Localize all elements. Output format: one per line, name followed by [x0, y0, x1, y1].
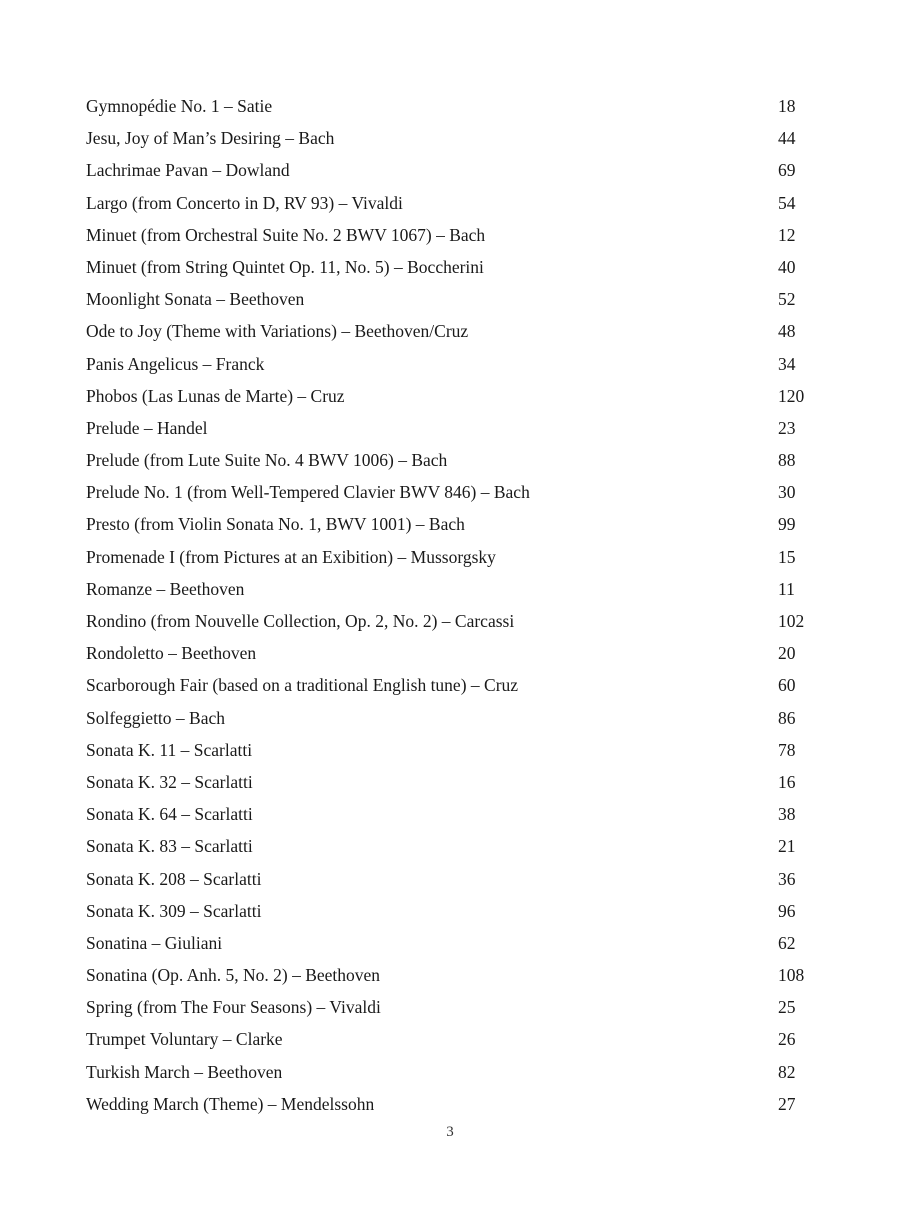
toc-page-number: 40 [778, 256, 796, 277]
toc-title: Sonatina (Op. Anh. 5, No. 2) – Beethoven [86, 965, 381, 986]
dot-leader [266, 369, 774, 370]
toc-title: Promenade I (from Pictures at an Exibition) – Mussorgsky [86, 546, 496, 567]
toc-title: Solfeggietto – Bach [86, 707, 226, 728]
toc-title: Rondino (from Nouvelle Collection, Op. 2, No. 2) – Carcassi [86, 611, 515, 631]
toc-title: Spring (from The Four Seasons) – Vivaldi [86, 997, 381, 1018]
toc-entry [86, 927, 812, 959]
dot-leader [292, 175, 774, 176]
toc-entry [86, 1088, 812, 1120]
toc-page-number: 30 [778, 482, 796, 503]
toc-entry [86, 508, 812, 540]
toc-page-number: 11 [778, 578, 795, 599]
dot-leader [210, 433, 775, 434]
toc-page-number: 23 [778, 417, 796, 438]
toc-title: Romanze – Beethoven [86, 578, 245, 599]
dot-leader [467, 529, 774, 530]
dot-leader [246, 594, 774, 595]
toc-page-number: 34 [778, 353, 796, 374]
dot-leader [227, 723, 774, 724]
toc-title: Phobos (Las Lunas de Marte) – Cruz [86, 385, 345, 406]
toc-title: Prelude No. 1 (from Well-Tempered Clavier BWV 846) – Bach [86, 482, 530, 503]
toc-entry [86, 187, 812, 219]
dot-leader [263, 916, 774, 917]
toc-page-number: 52 [778, 289, 796, 310]
toc-title: Trumpet Voluntary – Clarke [86, 1029, 283, 1050]
dot-leader [284, 1077, 774, 1078]
dot-leader [532, 497, 774, 498]
toc-entry [86, 380, 812, 412]
dot-leader [255, 787, 774, 788]
toc-entry [86, 122, 812, 154]
dot-leader [516, 626, 774, 627]
dot-leader [520, 690, 774, 691]
toc-title: Lachrimae Pavan – Dowland [86, 160, 290, 181]
dot-leader [224, 948, 774, 949]
toc-page-number: 60 [778, 675, 796, 696]
toc-page-number: 16 [778, 771, 796, 792]
toc-title: Presto (from Violin Sonata No. 1, BWV 1001) – Bach [86, 514, 465, 535]
toc-title: Sonata K. 11 – Scarlatti [86, 739, 253, 760]
toc-title: Minuet (from Orchestral Suite No. 2 BWV 1067) – Bach [86, 224, 486, 245]
toc-entry [86, 637, 812, 669]
toc-entry [86, 702, 812, 734]
toc-page-number: 27 [778, 1093, 796, 1114]
toc-entry [86, 734, 812, 766]
toc-page-number: 62 [778, 932, 796, 953]
dot-leader [486, 272, 774, 273]
toc-page-number: 82 [778, 1061, 796, 1082]
toc-entry [86, 830, 812, 862]
toc-page-number: 20 [778, 643, 796, 664]
dot-leader [254, 755, 774, 756]
toc-entry [86, 1056, 812, 1088]
dot-leader [382, 980, 774, 981]
toc-page-number: 108 [778, 965, 805, 986]
toc-page-number: 44 [778, 128, 796, 149]
toc-title: Ode to Joy (Theme with Variations) – Beethoven/Cruz [86, 321, 469, 342]
dot-leader [383, 1012, 774, 1013]
toc-entry [86, 959, 812, 991]
toc-entry [86, 219, 812, 251]
toc-entry [86, 991, 812, 1023]
toc-page-number: 15 [778, 546, 796, 567]
dot-leader [255, 819, 774, 820]
toc-title: Sonata K. 32 – Scarlatti [86, 771, 253, 792]
dot-leader [347, 401, 774, 402]
toc-title: Sonata K. 208 – Scarlatti [86, 868, 262, 889]
toc-entry [86, 315, 812, 347]
toc-entry [86, 154, 812, 186]
toc-entry [86, 412, 812, 444]
toc-page-number: 69 [778, 160, 796, 181]
toc-page-number: 102 [778, 611, 805, 631]
toc-page-number: 86 [778, 707, 796, 728]
dot-leader [258, 658, 774, 659]
toc-entry [86, 669, 812, 701]
toc-title: Moonlight Sonata – Beethoven [86, 289, 305, 310]
toc-page-number: 48 [778, 321, 796, 342]
toc-entry [86, 476, 812, 508]
toc-title: Sonata K. 64 – Scarlatti [86, 804, 253, 825]
toc-title: Scarborough Fair (based on a traditional English tune) – Cruz [86, 675, 519, 696]
toc-title: Rondoletto – Beethoven [86, 643, 257, 664]
dot-leader [255, 851, 774, 852]
toc-page-number: 120 [778, 385, 805, 406]
page-number: 3 [446, 1124, 454, 1140]
toc-entry [86, 348, 812, 380]
toc-page-number: 96 [778, 900, 796, 921]
toc-page-number: 12 [778, 224, 796, 245]
dot-leader [470, 336, 774, 337]
dot-leader [263, 884, 774, 885]
toc-title: Jesu, Joy of Man’s Desiring – Bach [86, 128, 335, 149]
toc-entry [86, 798, 812, 830]
toc-entry [86, 1023, 812, 1055]
table-of-contents [86, 90, 812, 1120]
toc-title: Sonata K. 309 – Scarlatti [86, 900, 262, 921]
dot-leader [405, 208, 774, 209]
toc-entry [86, 895, 812, 927]
toc-entry [86, 766, 812, 798]
toc-title: Gymnopédie No. 1 – Satie [86, 96, 273, 116]
toc-title: Sonatina – Giuliani [86, 932, 223, 953]
toc-page-number: 88 [778, 450, 796, 471]
toc-title: Minuet (from String Quintet Op. 11, No. 5) – Boccherini [86, 256, 484, 277]
dot-leader [449, 465, 774, 466]
toc-entry [86, 444, 812, 476]
dot-leader [336, 143, 774, 144]
toc-title: Panis Angelicus – Franck [86, 353, 265, 374]
toc-title: Turkish March – Beethoven [86, 1061, 283, 1082]
toc-title: Prelude (from Lute Suite No. 4 BWV 1006) – Bach [86, 450, 448, 471]
dot-leader [498, 562, 774, 563]
dot-leader [376, 1109, 774, 1110]
toc-page-number: 18 [778, 96, 796, 116]
toc-title: Wedding March (Theme) – Mendelssohn [86, 1093, 375, 1114]
toc-page-number: 25 [778, 997, 796, 1018]
toc-page-number: 78 [778, 739, 796, 760]
toc-title: Largo (from Concerto in D, RV 93) – Vivaldi [86, 192, 403, 213]
toc-entry [86, 90, 812, 122]
dot-leader [487, 240, 774, 241]
toc-entry [86, 573, 812, 605]
toc-page-number: 26 [778, 1029, 796, 1050]
toc-page-number: 21 [778, 836, 796, 857]
dot-leader [285, 1044, 774, 1045]
toc-title: Prelude – Handel [86, 417, 208, 438]
toc-entry [86, 251, 812, 283]
toc-page-number: 36 [778, 868, 796, 889]
dot-leader [274, 111, 774, 112]
toc-entry [86, 863, 812, 895]
toc-page-number: 99 [778, 514, 796, 535]
toc-entry [86, 283, 812, 315]
toc-page-number: 54 [778, 192, 796, 213]
toc-entry [86, 605, 812, 637]
dot-leader [306, 304, 774, 305]
toc-page-number: 38 [778, 804, 796, 825]
toc-entry [86, 541, 812, 573]
toc-title: Sonata K. 83 – Scarlatti [86, 836, 253, 857]
